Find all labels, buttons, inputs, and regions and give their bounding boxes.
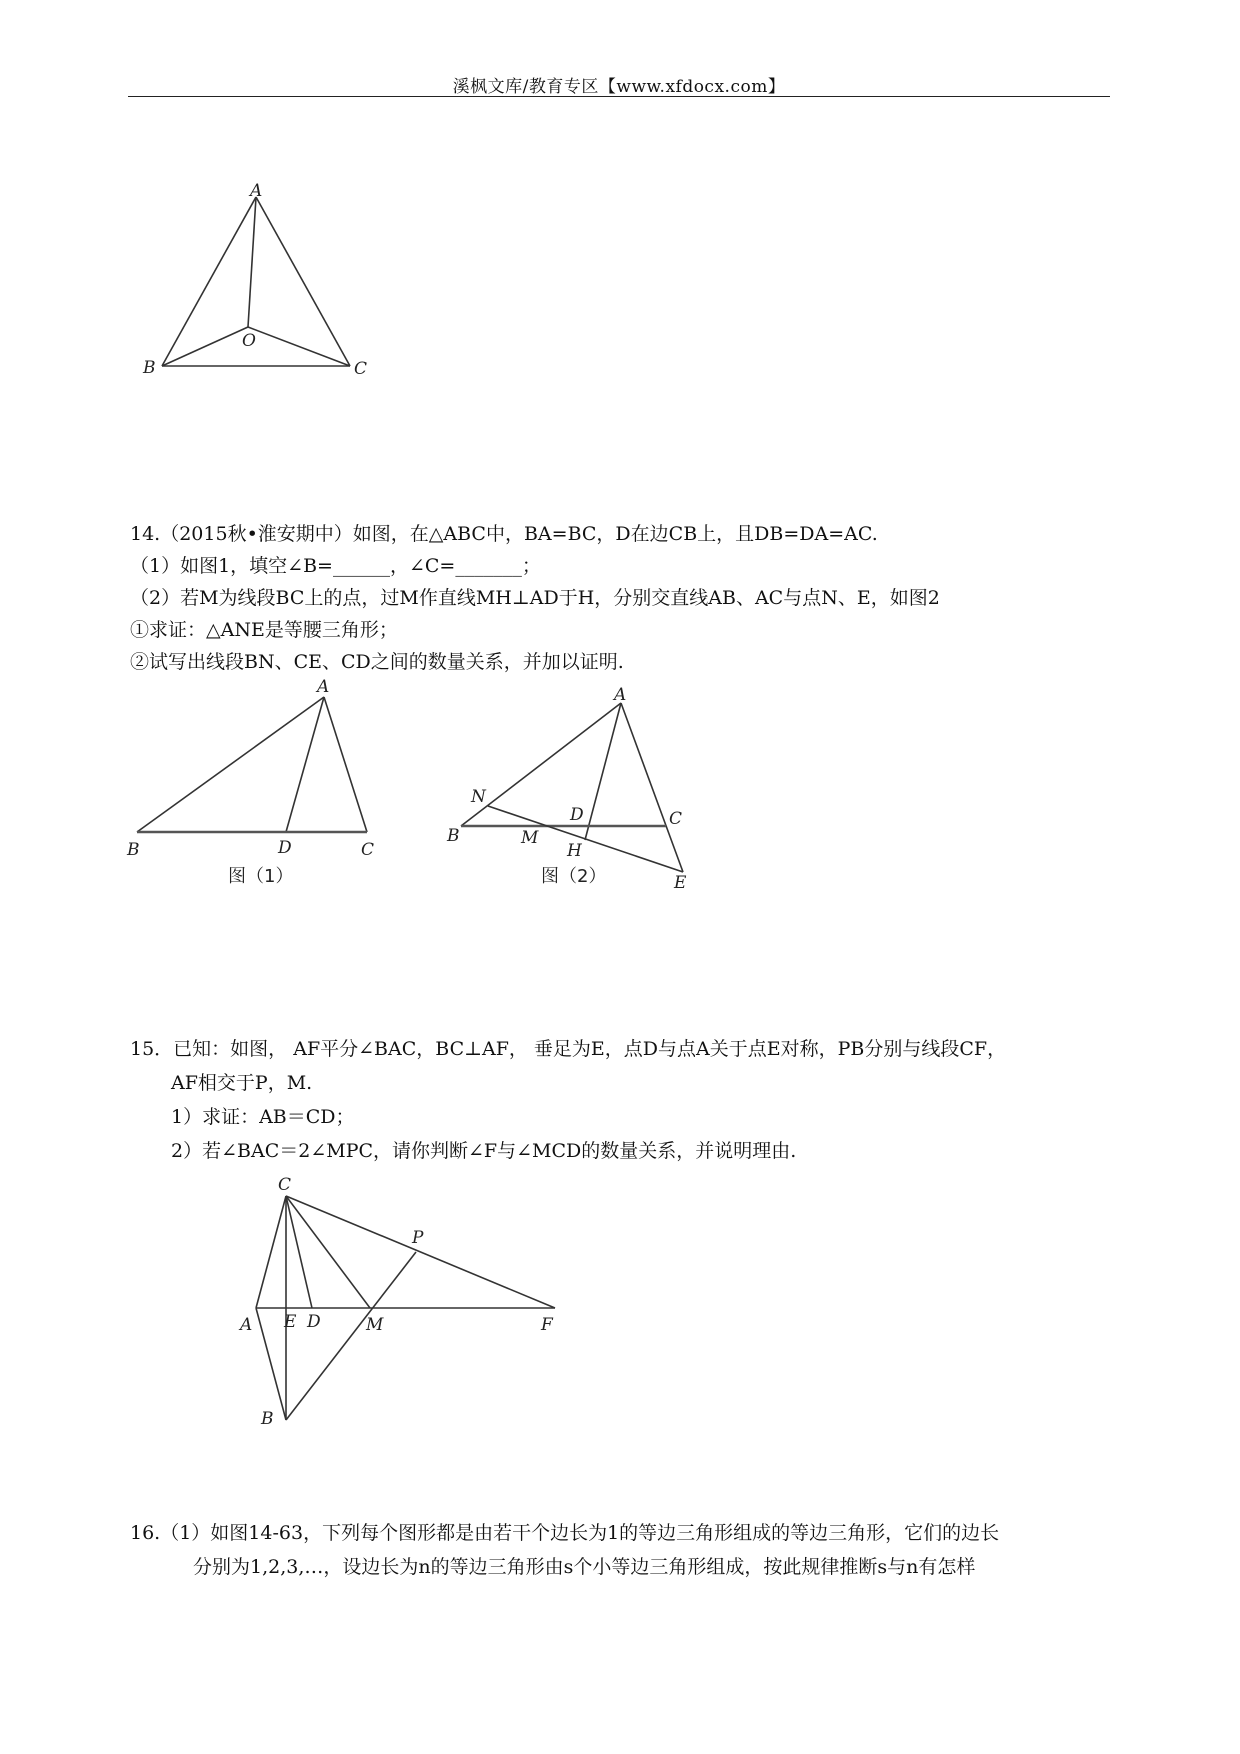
label-h: H (567, 841, 582, 861)
label-e: E (284, 1312, 297, 1332)
label-p: P (412, 1228, 424, 1248)
label-o: O (242, 331, 256, 351)
label-a: A (250, 181, 263, 201)
label-d: D (307, 1312, 321, 1332)
caption-fig-2: 图（2） (541, 866, 607, 887)
q15-line4: 2）若∠BAC＝2∠MPC，请你判断∠F与∠MCD的数量关系，并说明理由. (171, 1140, 797, 1162)
label-b: B (127, 840, 140, 860)
q15-line3: 1）求证：AB＝CD； (171, 1106, 355, 1128)
label-m: M (366, 1315, 384, 1335)
label-c: C (278, 1175, 292, 1195)
label-c: C (669, 809, 683, 829)
label-b: B (143, 358, 156, 378)
label-d: D (570, 805, 584, 825)
q14-line3: （2）若M为线段BC上的点，过M作直线MH⊥AD于H，分别交直线AB、AC与点N、E，如图2 (130, 587, 940, 609)
label-c: C (361, 840, 375, 860)
q15-line1: 15．已知：如图， AF平分∠BAC，BC⊥AF， 垂足为E，点D与点A关于点E对称，PB分别与线段CF， (130, 1038, 1007, 1060)
page-header: 溪枫文库/教育专区【www.xfdocx.com】 (452, 77, 786, 97)
label-b: B (261, 1409, 274, 1429)
q14-line4: ①求证：△ANE是等腰三角形； (130, 619, 398, 641)
q14-line5: ②试写出线段BN、CE、CD之间的数量关系，并加以证明. (130, 651, 624, 673)
label-a: A (317, 677, 330, 697)
label-d: D (278, 838, 292, 858)
label-a: A (240, 1315, 253, 1335)
label-m: M (521, 828, 539, 848)
label-f: F (541, 1315, 553, 1335)
q15-line2: AF相交于P，M. (171, 1072, 313, 1094)
label-e: E (674, 873, 687, 893)
label-n: N (471, 787, 486, 807)
label-b: B (447, 826, 460, 846)
q14-line2: （1）如图1，填空∠B=______，∠C=_______； (130, 555, 541, 577)
q16-line2: 分别为1,2,3,…，设边长为n的等边三角形由s个小等边三角形组成，按此规律推断s与n有怎样 (193, 1556, 976, 1578)
label-a: A (614, 685, 627, 705)
label-c: C (354, 359, 368, 379)
q16-line1: 16.（1）如图14-63，下列每个图形都是由若干个边长为1的等边三角形组成的等边三角形，它们的边长 (130, 1522, 1000, 1544)
q14-line1: 14.（2015秋•淮安期中）如图，在△ABC中，BA=BC，D在边CB上，且DB=DA=AC. (130, 523, 878, 545)
caption-fig-1: 图（1） (228, 866, 294, 887)
